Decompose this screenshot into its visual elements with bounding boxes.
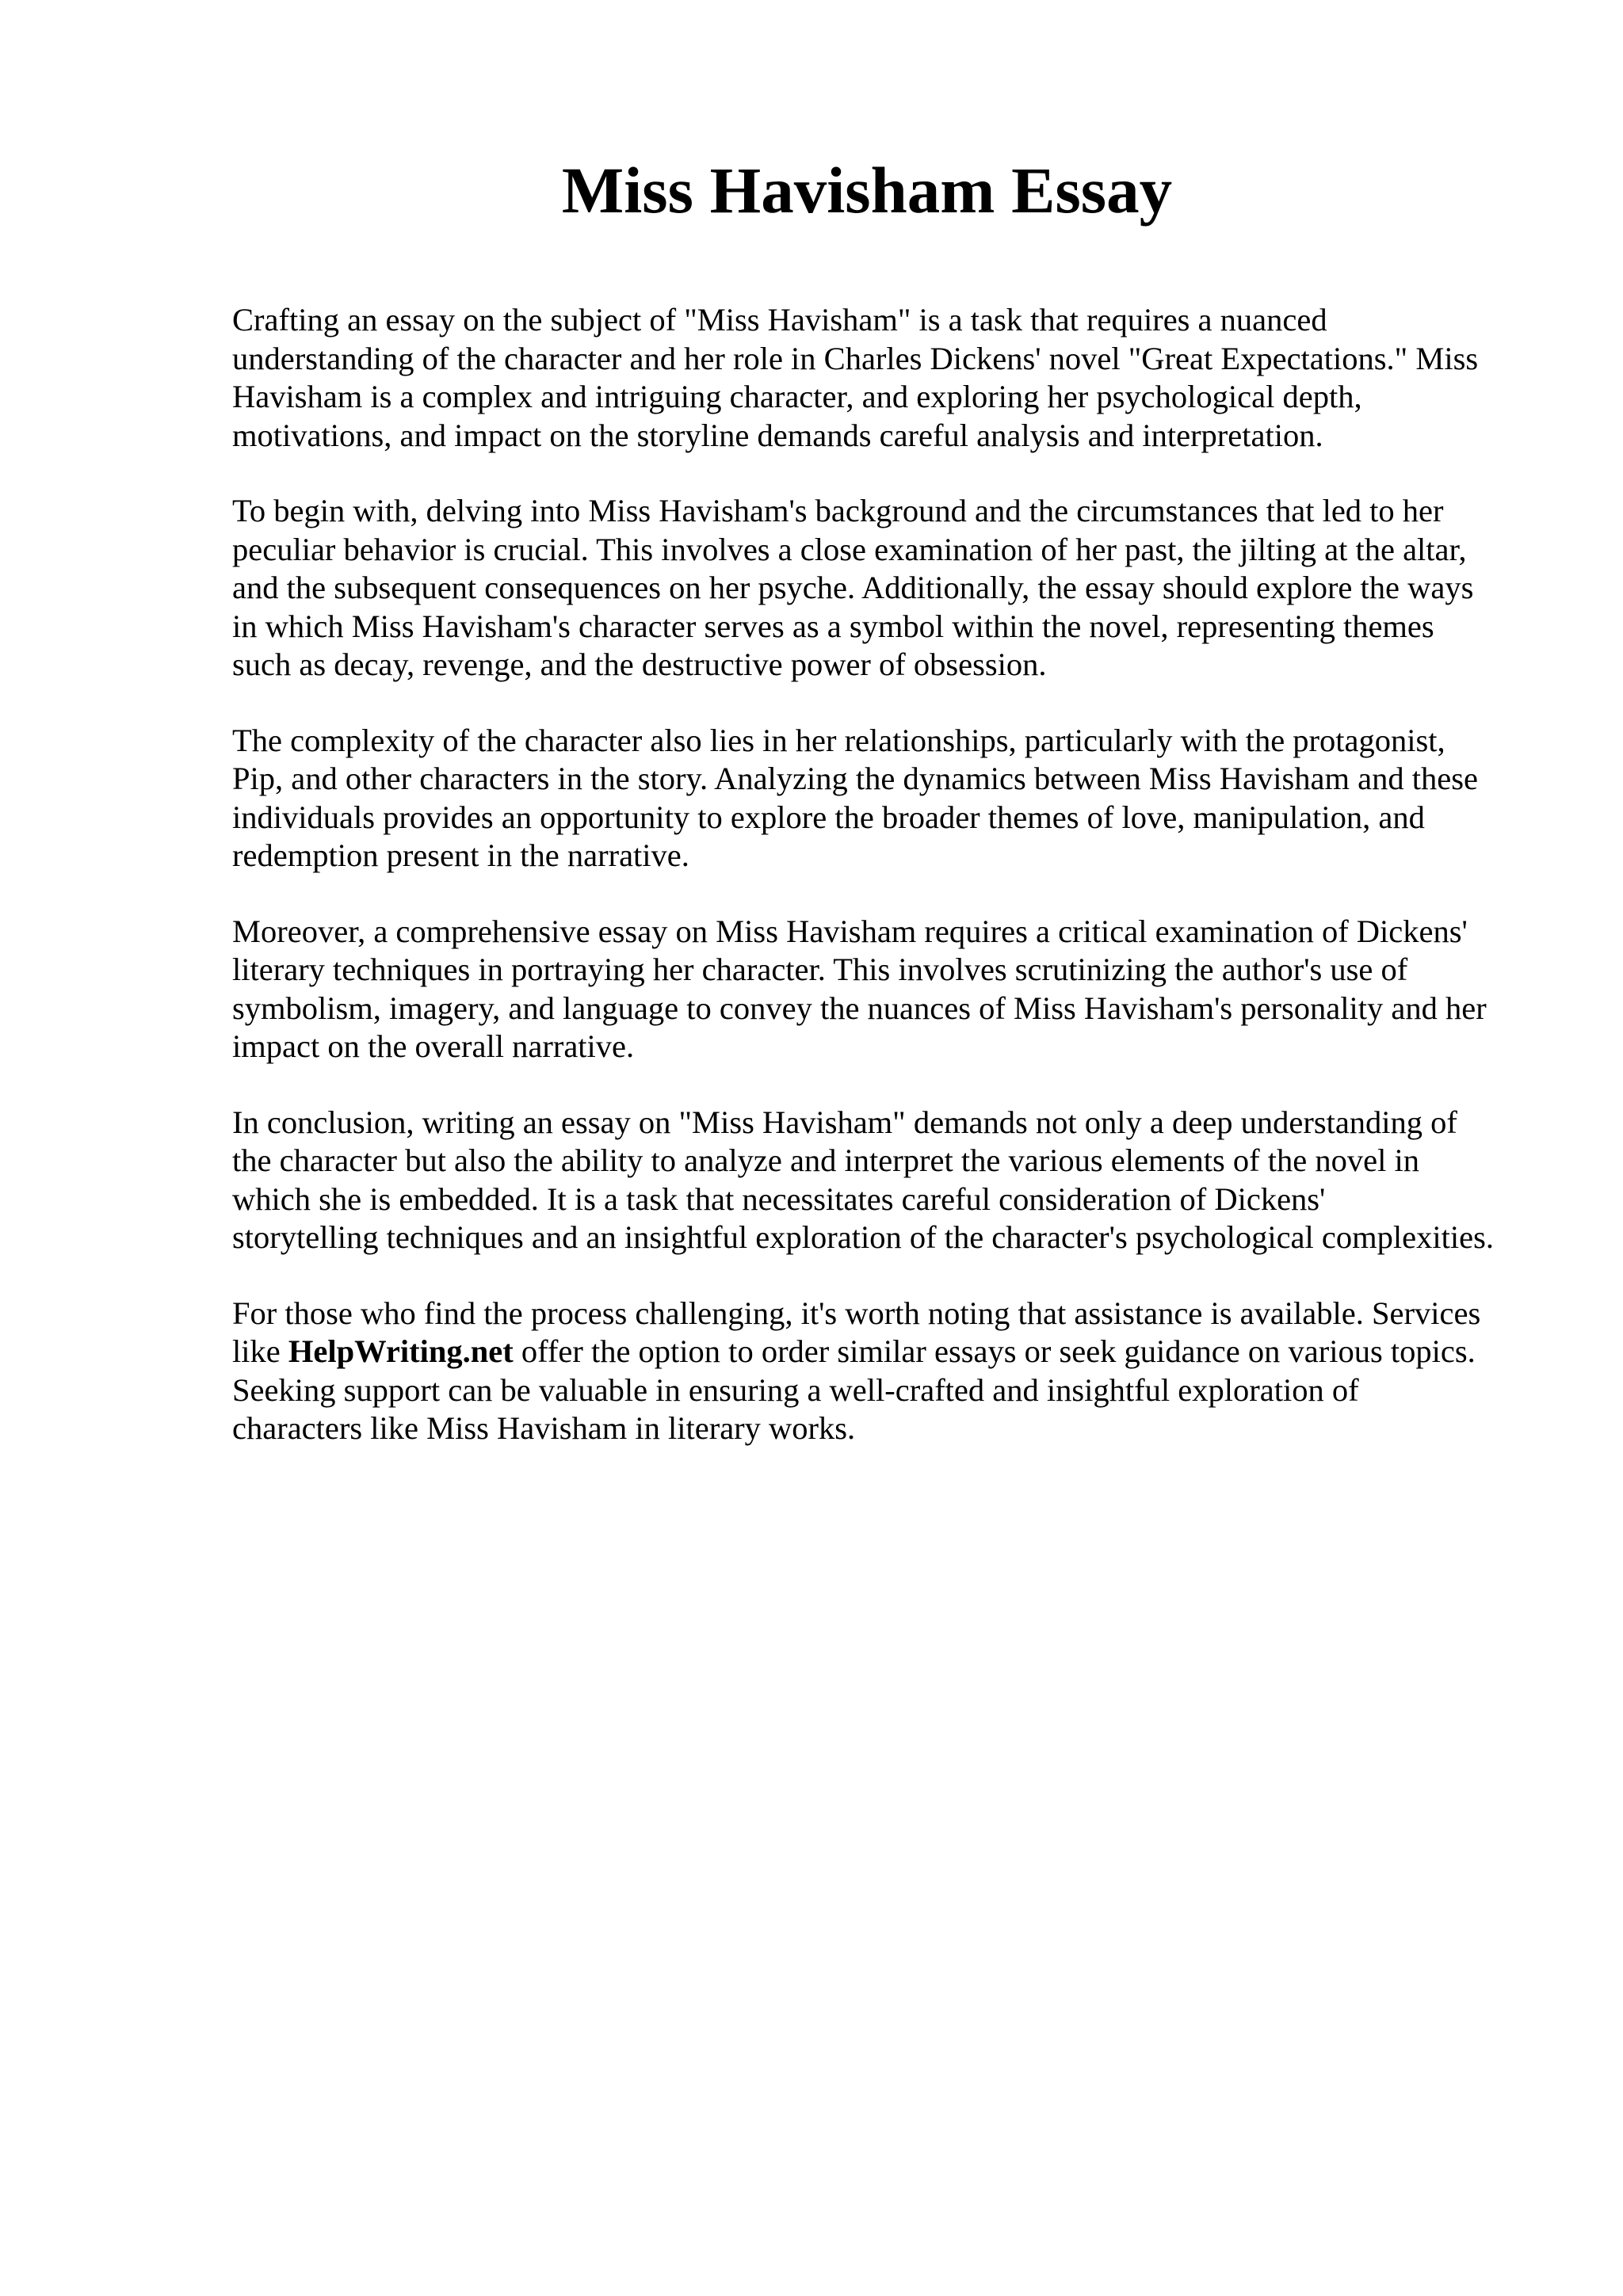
paragraph-text: like [232, 1333, 288, 1369]
paragraph-line: Crafting an essay on the subject of "Miss Havisham" is a task that requires a nuanced [232, 302, 1327, 338]
paragraph-line: individuals provides an opportunity to explore the broader themes of love, manipulation, and [232, 799, 1425, 835]
paragraph-line: redemption present in the narrative. [232, 837, 689, 873]
paragraph-line: To begin with, delving into Miss Havisham's background and the circumstances that led to her [232, 493, 1444, 528]
paragraph-2 [232, 492, 1579, 685]
paragraph-line: motivations, and impact on the storyline demands careful analysis and interpretation. [232, 417, 1323, 453]
paragraph-line: the character but also the ability to analyze and interpret the various elements of the novel in [232, 1142, 1419, 1178]
paragraph-5 [232, 1104, 1579, 1257]
paragraph-line: characters like Miss Havisham in literary works. [232, 1410, 856, 1446]
paragraph-line: understanding of the character and her role in Charles Dickens' novel "Great Expectations." Miss [232, 340, 1479, 376]
paragraph-line: Pip, and other characters in the story. Analyzing the dynamics between Miss Havisham and these [232, 761, 1478, 796]
paragraph-line-with-link [232, 1333, 1579, 1371]
helpwriting-link[interactable]: HelpWriting.net [288, 1333, 514, 1369]
paragraph-line: literary techniques in portraying her character. This involves scrutinizing the author's use of [232, 952, 1408, 987]
paragraph-line: For those who find the process challenging, it's worth noting that assistance is available. Services [232, 1295, 1481, 1331]
paragraph-line: symbolism, imagery, and language to convey the nuances of Miss Havisham's personality and her [232, 990, 1487, 1026]
paragraph-1 [232, 301, 1579, 455]
paragraph-line: which she is embedded. It is a task that necessitates careful consideration of Dickens' [232, 1180, 1326, 1217]
paragraph-line: and the subsequent consequences on her psyche. Additionally, the essay should explore the ways [232, 570, 1474, 605]
paragraph-line: peculiar behavior is crucial. This involves a close examination of her past, the jilting at the altar, [232, 531, 1467, 567]
paragraph-4 [232, 913, 1579, 1066]
paragraph-3 [232, 722, 1579, 875]
paragraph-text: offer the option to order similar essays or seek guidance on various topics. [513, 1333, 1476, 1369]
paragraph-line: Seeking support can be valuable in ensuring a well-crafted and insightful exploration of [232, 1371, 1359, 1408]
paragraph-line: in which Miss Havisham's character serves as a symbol within the novel, representing themes [232, 608, 1434, 644]
paragraph-6 [232, 1295, 1579, 1448]
essay-title: Miss Havisham Essay [561, 154, 1173, 227]
paragraph-line: Moreover, a comprehensive essay on Miss Havisham requires a critical examination of Dickens' [232, 913, 1468, 949]
paragraph-line: Havisham is a complex and intriguing character, and exploring her psychological depth, [232, 379, 1362, 414]
paragraph-line: The complexity of the character also lies in her relationships, particularly with the protagonist, [232, 722, 1445, 758]
paragraph-line: such as decay, revenge, and the destructive power of obsession. [232, 646, 1047, 682]
paragraph-line: storytelling techniques and an insightful exploration of the character's psychological complexities. [232, 1219, 1494, 1255]
paragraph-line: impact on the overall narrative. [232, 1028, 635, 1064]
paragraph-line: In conclusion, writing an essay on "Miss Havisham" demands not only a deep understanding of [232, 1104, 1457, 1140]
essay-body [232, 301, 1579, 1486]
